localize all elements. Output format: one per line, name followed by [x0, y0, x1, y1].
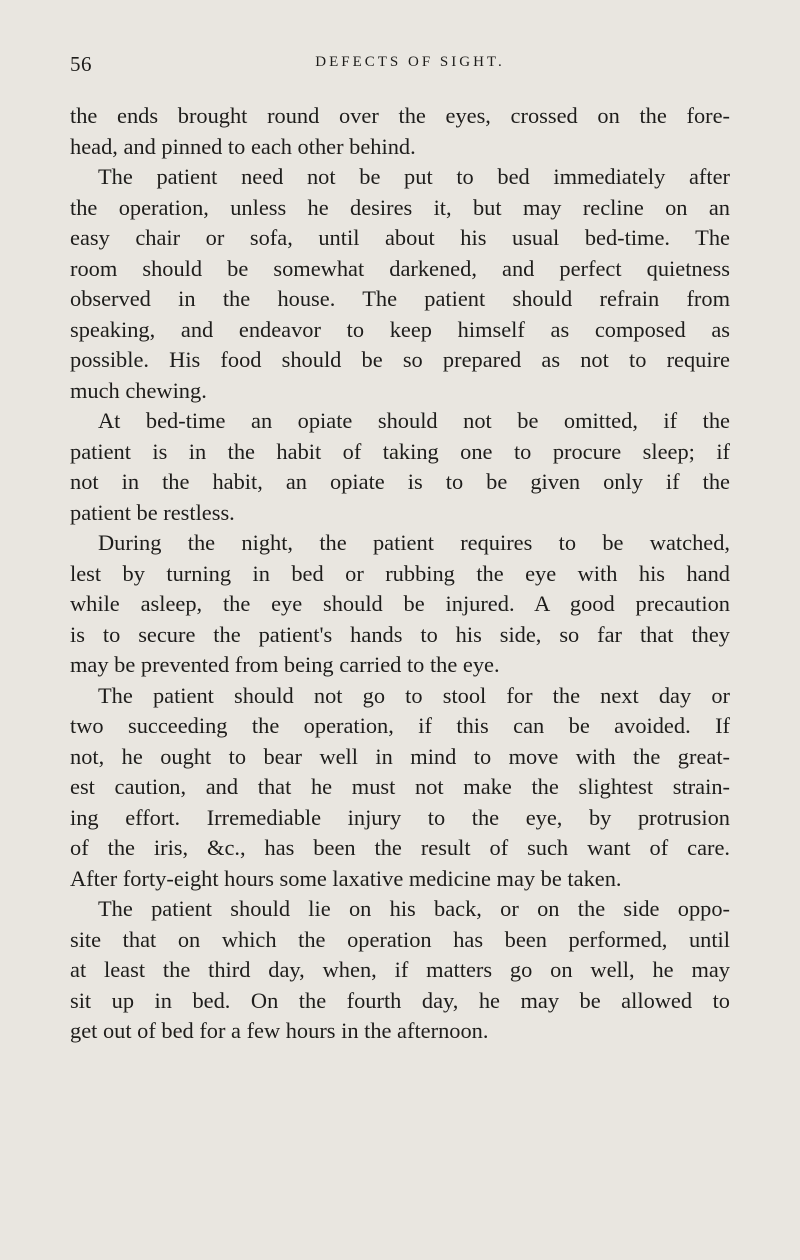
text-line: may be prevented from being carried to the eye.: [70, 652, 500, 677]
page-header: [70, 52, 730, 82]
text-line: The patient need not be put to bed immediately after: [98, 164, 730, 189]
running-head: DEFECTS OF SIGHT.: [315, 54, 505, 70]
text-line: speaking, and endeavor to keep himself as composed as: [70, 316, 730, 342]
text-line: observed in the house. The patient should refrain from: [70, 286, 730, 311]
text-line: room should be somewhat darkened, and perfect quietness: [70, 255, 730, 281]
text-line: is to secure the patient's hands to his side, so far that they: [70, 621, 730, 647]
text-line: The patient should lie on his back, or on the side oppo-: [98, 896, 730, 921]
text-line: two succeeding the operation, if this can be avoided. If: [70, 713, 730, 738]
text-line: head, and pinned to each other behind.: [70, 133, 416, 159]
text-line: ing effort. Irremediable injury to the eye, by protrusion: [70, 804, 730, 830]
text-line: possible. His food should be so prepared as not to require: [70, 347, 730, 372]
text-line: the operation, unless he desires it, but may recline on an: [70, 194, 730, 220]
text-line: the ends brought round over the eyes, crossed on the fore-: [70, 103, 730, 128]
text-line: patient be restless.: [70, 499, 235, 525]
text-line: At bed-time an opiate should not be omitted, if the: [98, 408, 730, 433]
text-line: much chewing.: [70, 377, 207, 403]
text-line: at least the third day, when, if matters go on well, he may: [70, 957, 730, 982]
text-line: lest by turning in bed or rubbing the eye with his hand: [70, 560, 730, 586]
text-line: The patient should not go to stool for the next day or: [98, 682, 730, 708]
text-line: not in the habit, an opiate is to be given only if the: [70, 469, 730, 494]
paragraph: [70, 406, 730, 528]
text-line: site that on which the operation has been performed, until: [70, 926, 730, 952]
text-line: patient is in the habit of taking one to procure sleep; if: [70, 438, 730, 464]
text-line: sit up in bed. On the fourth day, he may be allowed to: [70, 987, 730, 1013]
text-line: est caution, and that he must not make the slightest strain-: [70, 774, 730, 799]
text-line: After forty-eight hours some laxative medicine may be taken.: [70, 865, 622, 891]
paragraph: [70, 162, 730, 406]
body-text: [70, 101, 730, 1047]
text-line: get out of bed for a few hours in the afternoon.: [70, 1018, 489, 1043]
paragraph: [70, 101, 730, 162]
page-number: 56: [70, 52, 92, 76]
text-line: During the night, the patient requires to be watched,: [98, 530, 730, 555]
paragraph: [70, 681, 730, 895]
text-line: not, he ought to bear well in mind to move with the great-: [70, 743, 730, 769]
paragraph: [70, 894, 730, 1047]
text-line: while asleep, the eye should be injured. A good precaution: [70, 591, 730, 616]
text-line: easy chair or sofa, until about his usual bed-time. The: [70, 225, 730, 250]
paragraph: [70, 528, 730, 681]
text-line: of the iris, &c., has been the result of such want of care.: [70, 835, 730, 860]
